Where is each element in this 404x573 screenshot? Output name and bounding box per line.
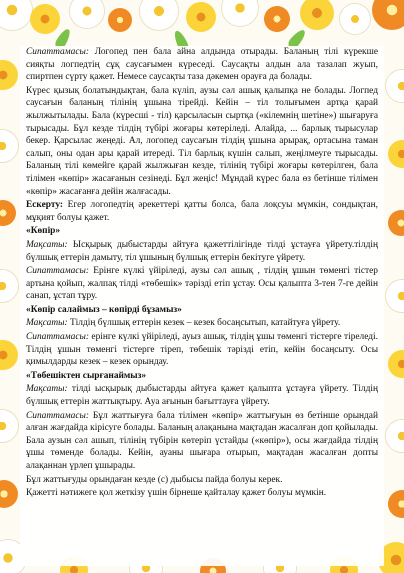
paragraph-text: Логопед пен бала айна алдында отырады. Баланың тілі күрекше сияқты логпедтің сұқ саусағымен күреседі. Саусақты алдын ала тазалап жуып, спиртпен сүрту қажет. Немесе саусақты таза дәкемен орауға да болады. xyxy=(26,47,378,83)
flower-icon xyxy=(388,210,404,236)
paragraph-text: Ысқырық дыбыстарды айтуға қажеттілігінде тілді ұстауға үйрету.тілдің бүлшық еттерін дамыту, тіл ұшының бүлшық еттерін бекітуге үйрету. xyxy=(26,239,378,263)
section-heading-build-bridge: «Көпір салаймыз – көпірді бұзамыз» xyxy=(26,304,182,315)
paragraph-text: Тілдің бүлшық еттерін кезек – кезек босаңсытып, катайтуға үйрету. xyxy=(67,318,341,329)
section-heading-bridge: «Көпір» xyxy=(26,226,61,237)
flower-icon xyxy=(0,270,18,302)
flower-icon xyxy=(0,60,18,90)
paragraph-text: Ерінге күлкі үйіріледі, аузы сәл ашық , тілдің ұшын төменгі тістер артына қойып, жалпақ тілді «төбешік» тәрізді етіп ұстау. Осы қалыпта 3-тен 7-ге дейін санап, ұстап тұру. xyxy=(26,266,378,302)
paragraph-text: тілді ысқырық дыбыстарды айтуға қажет қалыпта ұстауға үйрету. Тілдің бүлшық еттерін жаттықтыру. Ауа ағынын бағыттауға үйрету. xyxy=(26,384,378,408)
flower-icon xyxy=(388,350,404,378)
flower-icon xyxy=(0,340,18,370)
section-heading-slide: «Төбешіктен сырғанаймыз» xyxy=(26,370,147,381)
paragraph-description xyxy=(26,46,378,84)
flower-icon xyxy=(0,0,32,30)
flower-icon xyxy=(264,6,290,32)
label-description: Сипаттамасы: xyxy=(26,410,89,421)
flower-icon xyxy=(0,200,16,226)
label-description: Сипаттамасы: xyxy=(26,332,89,343)
flower-icon xyxy=(300,0,334,30)
flower-icon xyxy=(388,140,404,168)
label-goal: Мақсаты: xyxy=(26,318,68,329)
flower-icon xyxy=(386,420,404,452)
flower-icon xyxy=(0,130,18,162)
paragraph-goal xyxy=(26,383,378,408)
paragraph-text: Егер логопедтің әрекеттері қатты болса, бала лоқсуы мүмкін, сондықтан, мұқият болуы қажет. xyxy=(26,200,378,223)
paragraph-text: Бұл жаттығуды орындаған кезде (с) дыбысы пайда болуы керек. xyxy=(26,474,283,485)
flower-icon xyxy=(186,2,216,32)
flower-icon xyxy=(0,410,18,442)
paragraph-text: Күрес қызық болатындықтан, бала күліп, аузы сәл ашық қалыпқа не болады. Логпед саусағын баланың тілінің ұшына тірейді. Кейін – тіл толығымен артқа қарай жылжытылады. Бала (күресші - тіл) қарсыласын сыртқа («кілемнің шетіне») шығаруға тырысады. Бұл кезде тілдің түбірі жоғары көтеріледі. Алайда, ... барлық тырысулар бекер. Қарсылас жеңеді. Ал, логопед саусағын тілдің ұшына арырақ, ортасына таман салып, оны одан ары қарай итереді. Тіл барлық күшін салып, жеңілмеуге тырысады. Баланың тілі көмейге қарай жылжыған кезде, тілінің түбірі жоғары көтерілген, бала тілімен «көпір» жасағанын сезінеді. Бұл жеңіс! Мұндай күрес бала өз бетінше тілімен «көпір» жасағанға дейін жалғасады. xyxy=(26,85,378,197)
flower-icon xyxy=(386,280,404,312)
paragraph-goal xyxy=(26,317,378,330)
flower-icon xyxy=(386,70,404,102)
flower-icon xyxy=(140,0,178,30)
flower-icon xyxy=(372,0,404,30)
flower-icon xyxy=(222,0,258,26)
flower-icon xyxy=(70,0,104,28)
paragraph-text: ерінге күлкі үйіріледі, ауыз ашық, тілдің ұшы төменгі тістерге тіреледі. Тілдің ұшын төменгі тістерге тіреп, төбешік тәрізді етіп, кейін босаңсыту. Осы қимылдарды кезек – кезек орындау. xyxy=(26,332,378,368)
paragraph-description xyxy=(26,265,378,303)
flower-icon xyxy=(108,8,132,32)
document-body xyxy=(20,46,384,500)
flower-icon xyxy=(0,480,18,508)
label-description: Сипаттамасы: xyxy=(26,266,89,277)
document-page xyxy=(20,46,384,566)
label-goal: Мақсаты: xyxy=(26,239,68,250)
flower-icon xyxy=(388,490,404,518)
flower-icon xyxy=(340,4,370,34)
paragraph-description xyxy=(26,410,378,473)
paragraph-description xyxy=(26,331,378,369)
label-goal: Мақсаты: xyxy=(26,384,68,395)
paragraph-text: Қажетті нәтижеге қол жеткізу үшін бірнеше қайталау қажет болуы мүмкін. xyxy=(26,488,327,499)
paragraph-goal xyxy=(26,239,378,264)
paragraph-note xyxy=(26,199,378,224)
paragraph-text: Бұл жаттығуға бала тілімен «көпір» жаттығуын өз бетінше орындай алған жағдайда кірісуге болады. Баланың алақанына мақтадан жасалған доп қойылады. Бала аузын сәл ашып, тілінің түбірін көтеріп үстайды («көпір»), осы жағдайда тілдің ұшы төменде болады. Кейін, ауаны шығара отырып, мақтадан жасалған допты алақаннан үрлеп ұшырады. xyxy=(26,410,378,471)
label-note: Ескерту: xyxy=(26,200,64,211)
flower-icon xyxy=(30,4,60,34)
label-description: Сипаттамасы: xyxy=(26,47,89,57)
